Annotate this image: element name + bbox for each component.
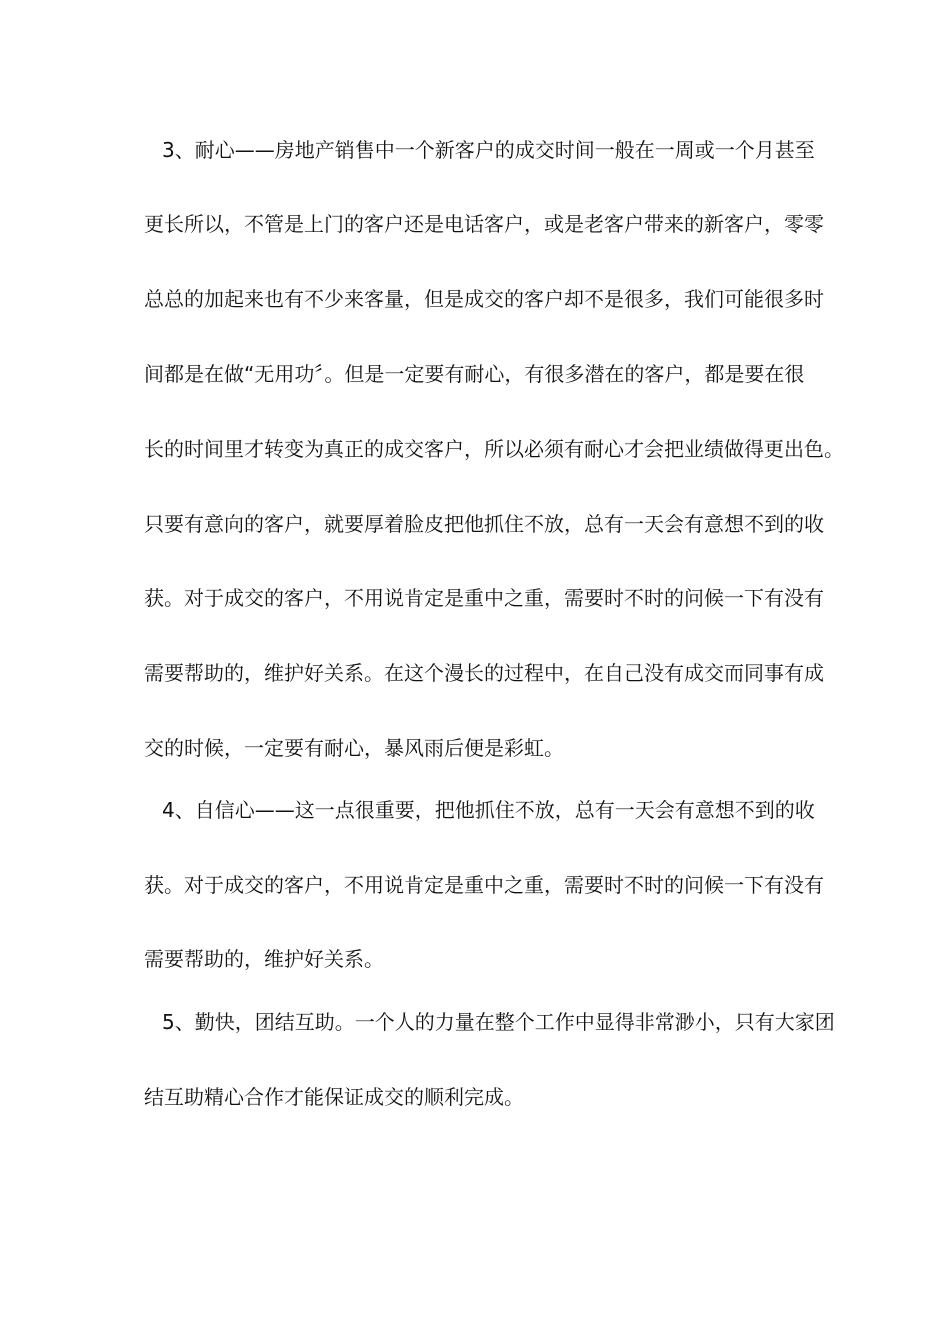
paragraph-5-line-2: 结互助精心合作才能保证成交的顺利完成。 [144, 1085, 524, 1109]
paragraph-3-line-5: 长的时间里才转变为真正的成交客户，所以必须有耐心才会把业绩做得更出色。 [144, 437, 844, 461]
paragraph-4-line-3: 需要帮助的，维护好关系。 [144, 947, 384, 971]
paragraph-3-line-2: 更长所以，不管是上门的客户还是电话客户，或是老客户带来的新客户，零零 [144, 212, 824, 236]
paragraph-3-line-9: 交的时候，一定要有耐心，暴风雨后便是彩虹。 [144, 736, 564, 760]
paragraph-3-line-1: 3、耐心——房地产销售中一个新客户的成交时间一般在一周或一个月甚至 [162, 138, 815, 162]
paragraph-4-line-2: 获。对于成交的客户，不用说肯定是重中之重，需要时不时的问候一下有没有 [144, 873, 824, 897]
paragraph-3-line-3: 总总的加起来也有不少来客量，但是成交的客户却不是很多，我们可能很多时 [144, 287, 824, 311]
paragraph-3-line-7: 获。对于成交的客户，不用说肯定是重中之重，需要时不时的问候一下有没有 [144, 586, 824, 610]
paragraph-4-line-1: 4、自信心——这一点很重要，把他抓住不放，总有一天会有意想不到的收 [162, 798, 815, 822]
paragraph-3-line-4: 间都是在做“无用功〞。但是一定要有耐心，有很多潜在的客户，都是要在很 [144, 362, 805, 386]
paragraph-3-line-8: 需要帮助的，维护好关系。在这个漫长的过程中，在自己没有成交而同事有成 [144, 661, 824, 685]
paragraph-3-line-6: 只要有意向的客户，就要厚着脸皮把他抓住不放，总有一天会有意想不到的收 [144, 512, 824, 536]
paragraph-5-line-1: 5、勤快，团结互助。一个人的力量在整个工作中显得非常渺小，只有大家团 [162, 1010, 835, 1034]
